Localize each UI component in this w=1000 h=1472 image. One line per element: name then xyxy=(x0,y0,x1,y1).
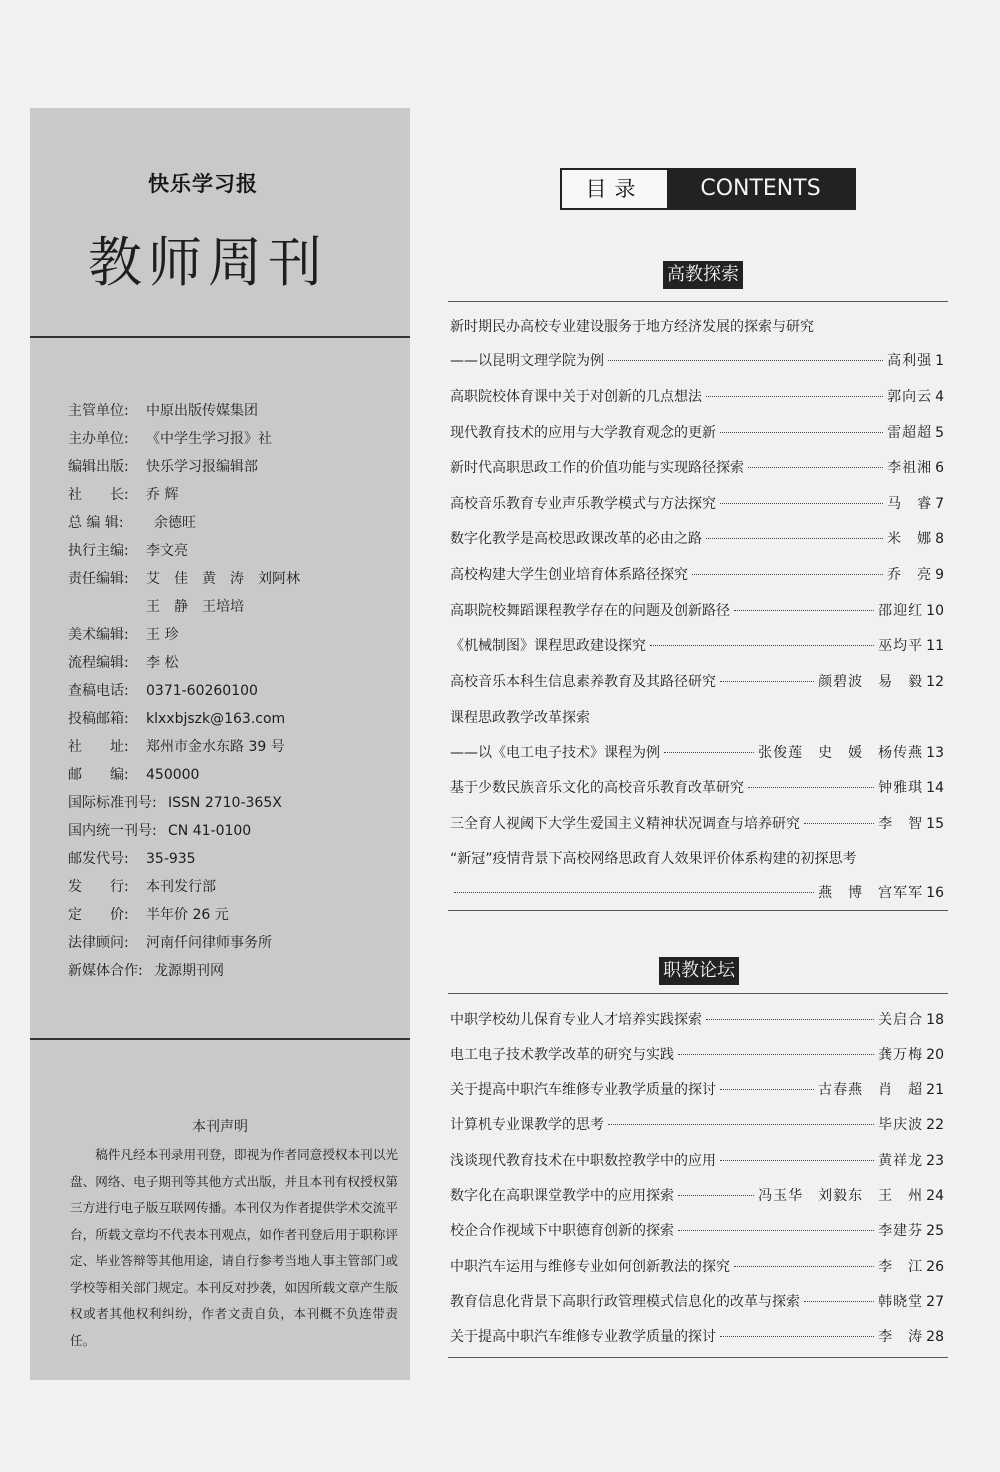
info-label: 国内统一刊号: xyxy=(68,823,157,839)
dot-leader xyxy=(748,787,874,788)
toc-author: 马 睿 xyxy=(887,496,933,512)
toc-entry[interactable] xyxy=(450,457,944,477)
toc-entry[interactable] xyxy=(450,777,944,797)
toc-page-number: 25 xyxy=(926,1223,944,1239)
toc-entry[interactable] xyxy=(450,1009,944,1029)
info-row xyxy=(68,932,272,952)
info-label: 新媒体合作: xyxy=(68,963,143,979)
toc-page-number: 28 xyxy=(926,1329,944,1345)
dot-leader xyxy=(608,1124,874,1125)
toc-entry[interactable] xyxy=(450,386,944,406)
toc-entry[interactable] xyxy=(450,1150,944,1170)
info-label: 流程编辑: xyxy=(68,655,129,671)
toc-title: 高校音乐教育专业声乐教学模式与方法探究 xyxy=(450,496,716,512)
toc-entry[interactable] xyxy=(450,493,944,513)
info-label: 查稿电话: xyxy=(68,683,129,699)
toc-page-number: 14 xyxy=(926,780,944,796)
toc-entry[interactable] xyxy=(450,882,944,902)
toc-author: 黄祥龙 xyxy=(878,1153,924,1169)
info-row xyxy=(68,960,224,980)
masthead-panel xyxy=(30,108,410,1380)
info-value: 王 静 王培培 xyxy=(146,599,244,615)
dot-leader xyxy=(706,396,883,397)
dot-leader xyxy=(692,574,883,575)
toc-author: 毕庆波 xyxy=(878,1117,924,1133)
toc-page-number: 16 xyxy=(926,885,944,901)
toc-author: 李 涛 xyxy=(878,1329,924,1345)
toc-title: 数字化在高职课堂教学中的应用探索 xyxy=(450,1188,674,1204)
toc-author: 燕 博 宫军军 xyxy=(818,885,924,901)
info-label: 法律顾问: xyxy=(68,935,129,951)
toc-entry[interactable] xyxy=(450,422,944,442)
toc-entry[interactable] xyxy=(450,600,944,620)
dot-leader xyxy=(734,1266,874,1267)
dot-leader xyxy=(720,1336,874,1337)
info-value: 快乐学习报编辑部 xyxy=(146,459,258,475)
toc-page-number: 27 xyxy=(926,1294,944,1310)
info-row xyxy=(68,792,282,812)
toc-title: 关于提高中职汽车维修专业教学质量的探讨 xyxy=(450,1329,716,1345)
toc-author: 颜碧波 易 毅 xyxy=(818,674,924,690)
toc-entry[interactable] xyxy=(450,1079,944,1099)
toc-page-number: 13 xyxy=(926,745,944,761)
dot-leader xyxy=(720,503,883,504)
toc-page-number: 7 xyxy=(935,496,944,512)
toc-page-number: 26 xyxy=(926,1259,944,1275)
toc-page-number: 5 xyxy=(935,425,944,441)
contents-label-cn: 目录 xyxy=(585,177,644,201)
toc-entry[interactable] xyxy=(450,635,944,655)
toc-author: 龚万梅 xyxy=(878,1047,924,1063)
dot-leader xyxy=(608,360,883,361)
toc-entry[interactable] xyxy=(450,742,944,762)
info-value: 0371-60260100 xyxy=(146,683,258,699)
info-row xyxy=(68,904,229,924)
toc-page-number: 21 xyxy=(926,1082,944,1098)
info-value: klxxbjszk@163.com xyxy=(146,711,286,727)
toc-author: 张俊莲 史 媛 杨传燕 xyxy=(758,745,924,761)
toc-entry[interactable] xyxy=(450,1185,944,1205)
toc-title: 基于少数民族音乐文化的高校音乐教育改革研究 xyxy=(450,780,744,796)
toc-title: ——以《电工电子技术》课程为例 xyxy=(450,745,660,761)
toc-title: 中职学校幼儿保育专业人才培养实践探索 xyxy=(450,1012,702,1028)
info-value: 本刊发行部 xyxy=(146,879,216,895)
toc-author: 李祖湘 xyxy=(887,460,933,476)
section-rule xyxy=(448,910,948,911)
section-label-higher-education: 高教探索 xyxy=(663,261,743,289)
info-label: 国际标准刊号: xyxy=(68,795,157,811)
toc-entry[interactable] xyxy=(450,1326,944,1346)
toc-page-number: 12 xyxy=(926,674,944,690)
toc-title: ——以昆明文理学院为例 xyxy=(450,353,604,369)
info-row xyxy=(68,848,196,868)
info-row xyxy=(68,736,285,756)
info-row xyxy=(68,764,199,784)
dot-leader xyxy=(664,752,754,753)
dot-leader xyxy=(706,538,883,539)
info-label: 主办单位: xyxy=(68,431,129,447)
info-value: CN 41-0100 xyxy=(168,823,252,839)
toc-page-number: 9 xyxy=(935,567,944,583)
info-value: ISSN 2710-365X xyxy=(168,795,282,811)
toc-page-number: 15 xyxy=(926,816,944,832)
toc-author: 高利强 xyxy=(887,353,933,369)
toc-title: 现代教育技术的应用与大学教育观念的更新 xyxy=(450,425,716,441)
toc-entry[interactable] xyxy=(450,671,944,691)
notice-title: 本刊声明 xyxy=(192,1119,248,1135)
dot-leader xyxy=(734,610,874,611)
toc-author: 李建芬 xyxy=(878,1223,924,1239)
toc-author: 冯玉华 刘毅东 王 州 xyxy=(758,1188,924,1204)
toc-entry[interactable] xyxy=(450,350,944,370)
info-label: 社 址: xyxy=(68,739,129,755)
dot-leader xyxy=(678,1230,874,1231)
toc-entry[interactable] xyxy=(450,564,944,584)
notice-body: 稿件凡经本刊录用刊登，即视为作者同意授权本刊以光盘、网络、电子期刊等其他方式出版，并且本刊有权授权第三方进行电子版互联网传播。本刊仅为作者提供学术交流平台，所载文章均不代表本刊观点，如作者刊登后用于职称评定、毕业答辩等其他用途，请自行参考当地人事主管部门或学校等相关部门规定。本刊反对抄袭，如因所载文章产生版权或者其他权利纠纷，作者文责自负，本刊概不负连带责任。 xyxy=(70,1147,398,1348)
info-row xyxy=(68,624,178,644)
toc-entry[interactable] xyxy=(450,1291,944,1311)
info-value: 王 珍 xyxy=(146,627,179,643)
toc-author: 雷超超 xyxy=(887,425,933,441)
toc-title: 三全育人视阈下大学生爱国主义精神状况调查与培养研究 xyxy=(450,816,800,832)
toc-page-number: 8 xyxy=(935,531,944,547)
toc-title: 中职汽车运用与维修专业如何创新教法的探究 xyxy=(450,1259,730,1275)
dot-leader xyxy=(706,1019,874,1020)
toc-author: 郭向云 xyxy=(887,389,933,405)
info-row xyxy=(68,876,216,896)
dot-leader xyxy=(748,467,883,468)
dot-leader xyxy=(720,432,883,433)
toc-entry[interactable] xyxy=(450,1044,944,1064)
section-rule xyxy=(448,1357,948,1358)
toc-heading-line[interactable]: “新冠”疫情背景下高校网络思政育人效果评价体系构建的初探思考 xyxy=(450,851,857,867)
info-label: 邮发代号: xyxy=(68,851,129,867)
toc-heading-line[interactable]: 课程思政教学改革探索 xyxy=(450,710,590,726)
toc-author: 李 智 xyxy=(878,816,924,832)
dot-leader xyxy=(454,892,814,893)
toc-page-number: 20 xyxy=(926,1047,944,1063)
toc-title: 新时代高职思政工作的价值功能与实现路径探索 xyxy=(450,460,744,476)
info-row xyxy=(68,456,258,476)
toc-author: 李 江 xyxy=(878,1259,924,1275)
info-label: 发 行: xyxy=(68,879,129,895)
toc-entry[interactable] xyxy=(450,528,944,548)
info-row xyxy=(68,708,285,728)
toc-page-number: 24 xyxy=(926,1188,944,1204)
toc-title: 教育信息化背景下高职行政管理模式信息化的改革与探索 xyxy=(450,1294,800,1310)
info-row xyxy=(68,512,196,532)
info-row xyxy=(68,652,178,672)
magazine-title: 教师周刊 xyxy=(88,231,328,294)
toc-title: 关于提高中职汽车维修专业教学质量的探讨 xyxy=(450,1082,716,1098)
toc-page-number: 23 xyxy=(926,1153,944,1169)
toc-title: 高校音乐本科生信息素养教育及其路径研究 xyxy=(450,674,716,690)
info-label: 执行主编: xyxy=(68,543,129,559)
info-value: 李 松 xyxy=(146,655,179,671)
toc-author: 韩晓堂 xyxy=(878,1294,924,1310)
toc-author: 乔 亮 xyxy=(887,567,933,583)
toc-title: 《机械制图》课程思政建设探究 xyxy=(450,638,646,654)
toc-title: 电工电子技术教学改革的研究与实践 xyxy=(450,1047,674,1063)
dot-leader xyxy=(804,823,874,824)
toc-title: 高职院校舞蹈课程教学存在的问题及创新路径 xyxy=(450,603,730,619)
info-label: 主管单位: xyxy=(68,403,129,419)
toc-entry[interactable] xyxy=(450,1114,944,1134)
info-label: 社 长: xyxy=(68,487,129,503)
toc-author: 巫均平 xyxy=(878,638,924,654)
section-label-vocational-education: 职教论坛 xyxy=(659,957,739,985)
toc-entry[interactable] xyxy=(450,1256,944,1276)
toc-page-number: 22 xyxy=(926,1117,944,1133)
dot-leader xyxy=(650,645,874,646)
info-row xyxy=(68,568,300,588)
info-value: 450000 xyxy=(146,767,200,783)
info-row xyxy=(68,484,178,504)
toc-entry[interactable] xyxy=(450,1220,944,1240)
toc-page-number: 6 xyxy=(935,460,944,476)
toc-entry[interactable] xyxy=(450,813,944,833)
toc-page-number: 11 xyxy=(926,638,944,654)
toc-title: 高职院校体育课中关于对创新的几点想法 xyxy=(450,389,702,405)
toc-author: 关启合 xyxy=(878,1012,924,1028)
info-label: 编辑出版: xyxy=(68,459,129,475)
info-row xyxy=(68,820,251,840)
info-label: 投稿邮箱: xyxy=(68,711,129,727)
toc-page-number: 4 xyxy=(935,389,944,405)
toc-page-number: 18 xyxy=(926,1012,944,1028)
info-value: 郑州市金水东路 39 号 xyxy=(146,739,285,755)
info-label: 定 价: xyxy=(68,907,129,923)
divider xyxy=(30,1038,410,1040)
dot-leader xyxy=(678,1195,754,1196)
toc-author: 米 娜 xyxy=(887,531,933,547)
info-row xyxy=(68,540,188,560)
toc-author: 古春燕 肖 超 xyxy=(818,1082,924,1098)
toc-heading-line[interactable]: 新时期民办高校专业建设服务于地方经济发展的探索与研究 xyxy=(450,319,814,335)
contents-header xyxy=(560,168,856,210)
contents-label-en: CONTENTS xyxy=(667,170,854,208)
info-value: 乔 辉 xyxy=(146,487,179,503)
info-label: 责任编辑: xyxy=(68,571,129,587)
info-value: 半年价 26 元 xyxy=(146,907,229,923)
info-value: 《中学生学习报》社 xyxy=(146,431,272,447)
info-value: 中原出版传媒集团 xyxy=(146,403,258,419)
info-row xyxy=(68,680,258,700)
section-rule xyxy=(448,301,948,302)
dot-leader xyxy=(720,681,814,682)
brand-logo: 快乐学习报 xyxy=(148,172,258,196)
dot-leader xyxy=(804,1301,874,1302)
info-label: 总 编 辑: xyxy=(68,515,124,531)
toc-title: 数字化教学是高校思政课改革的必由之路 xyxy=(450,531,702,547)
dot-leader xyxy=(720,1089,814,1090)
info-row xyxy=(68,596,244,616)
toc-title: 浅谈现代教育技术在中职数控教学中的应用 xyxy=(450,1153,716,1169)
toc-title: 计算机专业课教学的思考 xyxy=(450,1117,604,1133)
info-value: 余德旺 xyxy=(154,515,196,531)
info-value: 河南仟问律师事务所 xyxy=(146,935,272,951)
toc-page-number: 1 xyxy=(935,353,944,369)
toc-author: 钟雅琪 xyxy=(878,780,924,796)
info-label: 美术编辑: xyxy=(68,627,129,643)
info-row xyxy=(68,428,272,448)
toc-title: 高校构建大学生创业培育体系路径探究 xyxy=(450,567,688,583)
toc-page-number: 10 xyxy=(926,603,944,619)
info-value: 李文亮 xyxy=(146,543,188,559)
dot-leader xyxy=(678,1054,874,1055)
info-value: 35-935 xyxy=(146,851,196,867)
info-value: 龙源期刊网 xyxy=(154,963,224,979)
toc-author: 邵迎红 xyxy=(878,603,924,619)
dot-leader xyxy=(720,1160,874,1161)
info-label: 邮 编: xyxy=(68,767,129,783)
divider xyxy=(30,336,410,338)
section-rule xyxy=(448,993,948,994)
info-value: 艾 佳 黄 涛 刘阿林 xyxy=(146,571,300,587)
toc-title: 校企合作视域下中职德育创新的探索 xyxy=(450,1223,674,1239)
info-row xyxy=(68,400,258,420)
